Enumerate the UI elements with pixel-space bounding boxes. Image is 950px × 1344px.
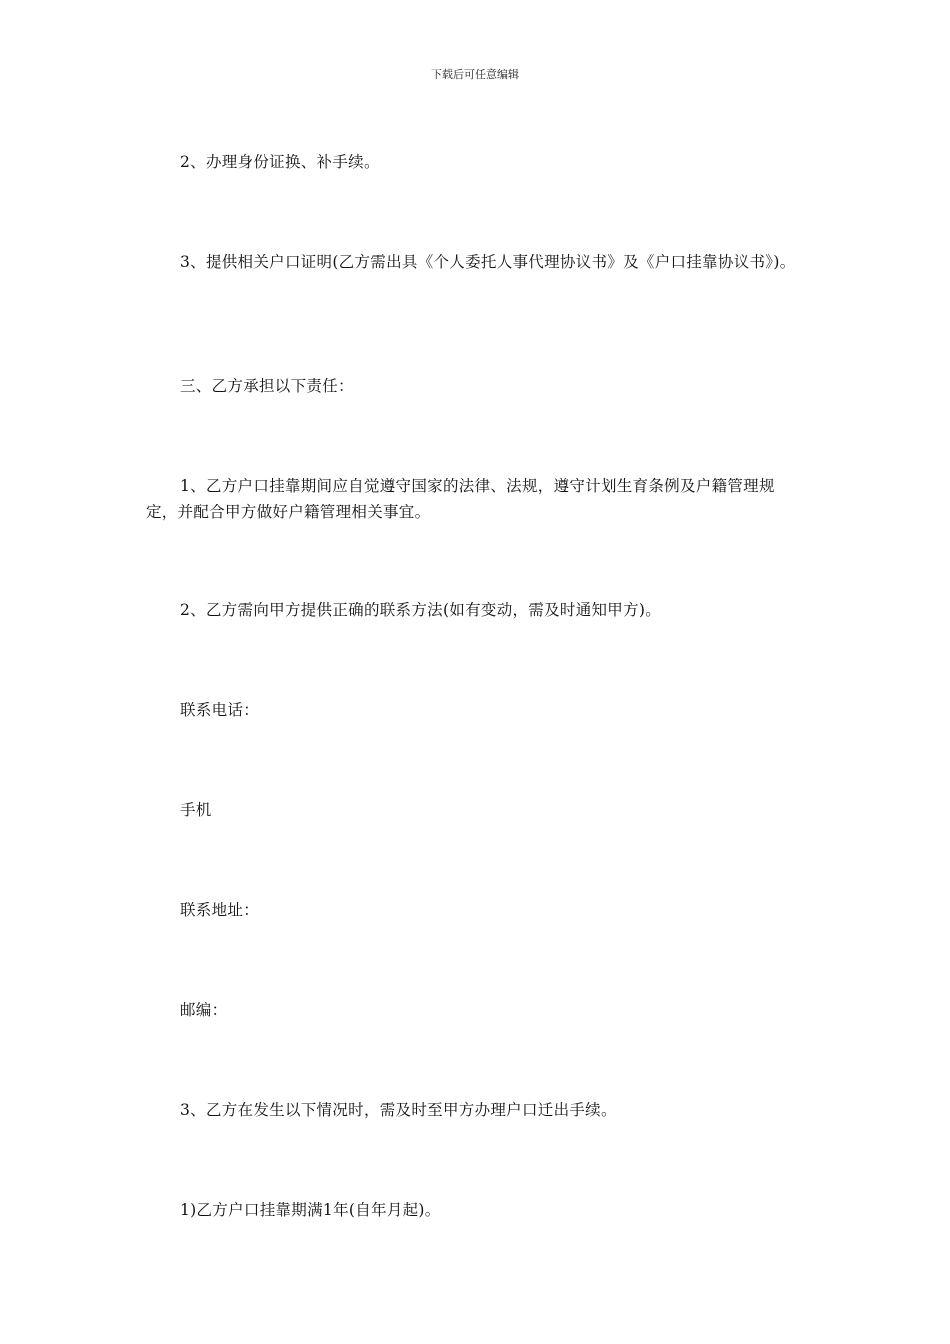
- paragraph-contact-method: 2、乙方需向甲方提供正确的联系方法(如有变动，需及时通知甲方)。: [180, 601, 662, 619]
- postcode-label: 邮编：: [180, 1001, 228, 1019]
- contact-address-label: 联系地址：: [180, 901, 260, 919]
- page-header: 下载后可任意编辑: [431, 68, 519, 81]
- section-heading-party-b-duties: 三、乙方承担以下责任：: [180, 377, 354, 395]
- paragraph-household-proof: 3、提供相关户口证明(乙方需出具《个人委托人事代理协议书》及《户口挂靠协议书》)。: [180, 253, 796, 271]
- paragraph-obey-laws: 1、乙方户口挂靠期间应自觉遵守国家的法律、法规，遵守计划生育条例及户籍管理规定，并配合甲方做好户籍管理相关事宜。: [146, 477, 775, 521]
- paragraph-move-out-conditions: 3、乙方在发生以下情况时，需及时至甲方办理户口迁出手续。: [180, 1101, 617, 1119]
- paragraph-id-card: 2、办理身份证换、补手续。: [180, 153, 380, 171]
- mobile-label: 手机: [180, 801, 212, 819]
- contact-phone-label: 联系电话：: [180, 701, 260, 719]
- paragraph-term-expiry: 1)乙方户口挂靠期满1年(自年月起)。: [180, 1201, 441, 1219]
